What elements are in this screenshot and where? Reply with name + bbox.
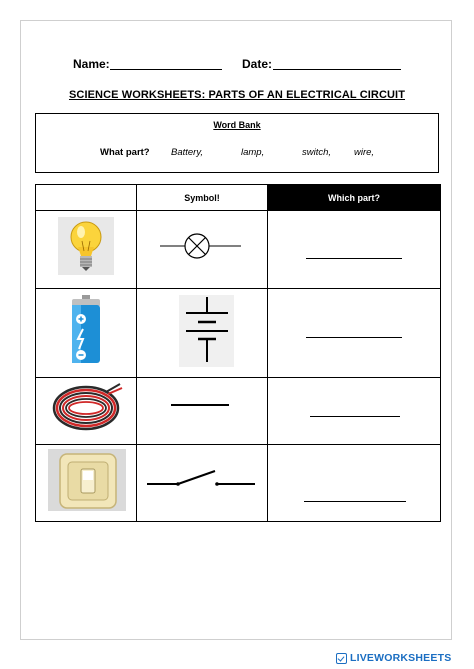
answer-line[interactable] bbox=[310, 416, 400, 417]
name-input-line[interactable] bbox=[110, 69, 222, 70]
name-label: Name: bbox=[73, 57, 110, 71]
word-battery: Battery, bbox=[171, 147, 204, 158]
name-date-row bbox=[0, 57, 474, 73]
battery-icon bbox=[36, 289, 136, 372]
table-header-row bbox=[36, 185, 441, 211]
table-row bbox=[36, 445, 441, 522]
lamp-symbol-icon bbox=[137, 211, 267, 283]
answer-cell[interactable] bbox=[268, 445, 441, 522]
light-bulb-icon bbox=[36, 211, 136, 283]
picture-cell bbox=[36, 289, 137, 378]
answer-line[interactable] bbox=[306, 258, 402, 259]
table-row bbox=[36, 378, 441, 445]
symbol-cell bbox=[137, 289, 268, 378]
worksheet-title: SCIENCE WORKSHEETS: PARTS OF AN ELECTRICAL CIRCUIT bbox=[68, 89, 406, 101]
symbol-cell bbox=[137, 378, 268, 445]
word-bank-box bbox=[35, 113, 439, 173]
battery-symbol-icon bbox=[137, 289, 267, 372]
header-symbol: Symbol! bbox=[137, 185, 268, 211]
circuit-parts-table bbox=[35, 184, 441, 522]
picture-cell bbox=[36, 445, 137, 522]
symbol-cell bbox=[137, 445, 268, 522]
table-row bbox=[36, 289, 441, 378]
answer-line[interactable] bbox=[304, 501, 406, 502]
picture-cell bbox=[36, 378, 137, 445]
brand-name: LIVEWORKSHEETS bbox=[350, 652, 452, 664]
answer-cell[interactable] bbox=[268, 289, 441, 378]
word-switch: switch, bbox=[302, 147, 332, 158]
word-lamp: lamp, bbox=[241, 147, 265, 158]
header-picture bbox=[36, 185, 137, 211]
wire-symbol-icon bbox=[137, 378, 267, 439]
word-bank-title: Word Bank bbox=[213, 120, 261, 130]
switch-symbol-icon bbox=[137, 445, 267, 516]
date-input-line[interactable] bbox=[273, 69, 401, 70]
table-row bbox=[36, 211, 441, 289]
word-bank-question: What part? bbox=[100, 147, 150, 158]
wire-coil-icon bbox=[36, 378, 136, 439]
date-label: Date: bbox=[242, 57, 273, 71]
answer-cell[interactable] bbox=[268, 378, 441, 445]
symbol-cell bbox=[137, 211, 268, 289]
answer-line[interactable] bbox=[306, 337, 402, 338]
answer-cell[interactable] bbox=[268, 211, 441, 289]
light-switch-icon bbox=[36, 445, 136, 516]
word-wire: wire, bbox=[354, 147, 375, 158]
checkmark-logo-icon bbox=[336, 653, 347, 664]
picture-cell bbox=[36, 211, 137, 289]
header-which-part: Which part? bbox=[268, 185, 441, 211]
